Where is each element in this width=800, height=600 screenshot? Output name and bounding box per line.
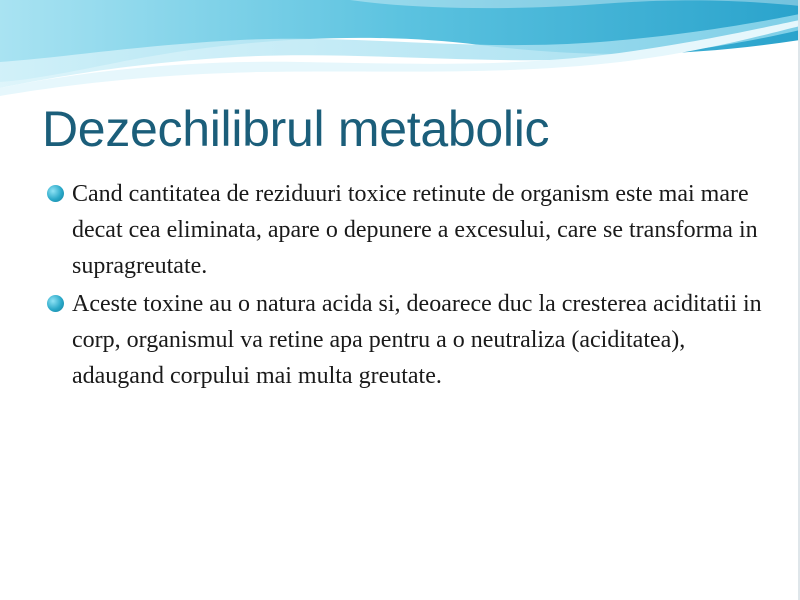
bullet-point-icon xyxy=(47,185,64,202)
bullet-item xyxy=(44,176,764,284)
bullet-list xyxy=(44,176,764,396)
slide-title: Dezechilibrul metabolic xyxy=(42,101,550,157)
wave-header-decoration xyxy=(0,0,800,100)
bullet-point-icon xyxy=(47,295,64,312)
bullet-text: Aceste toxine au o natura acida si, deoarece duc la cresterea aciditatii in corp, organismul va retine apa pentru a o neutraliza (aciditatea), adaugand corpului mai multa greutate. xyxy=(72,291,762,389)
bullet-item xyxy=(44,286,764,394)
bullet-text: Cand cantitatea de reziduuri toxice retinute de organism este mai mare decat cea eliminata, apare o depunere a excesului, care se transforma in supragreutate. xyxy=(72,181,758,279)
